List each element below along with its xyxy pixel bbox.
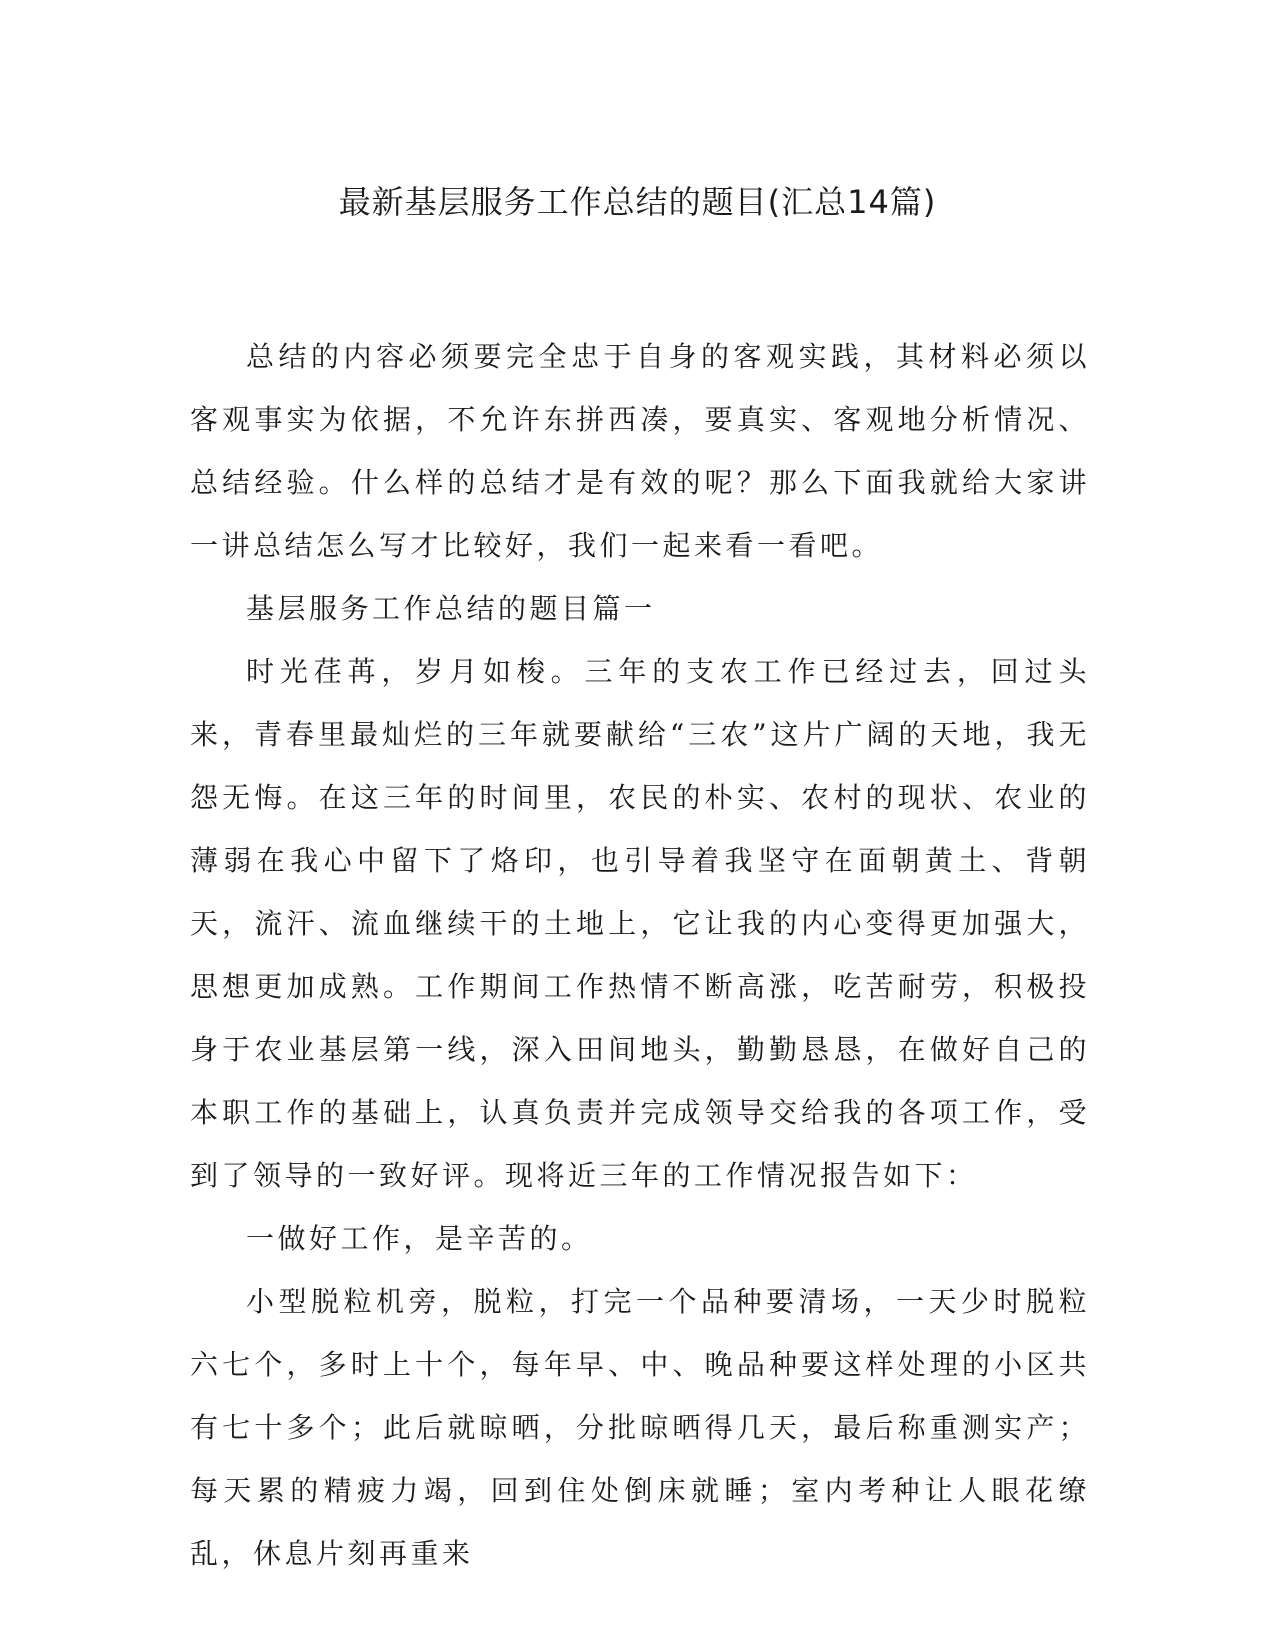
intro-paragraph: 总结的内容必须要完全忠于自身的客观实践，其材料必须以客观事实为依据，不允许东拼西凑，要真实、客观地分析情况、总结经验。什么样的总结才是有效的呢？那么下面我就给大家讲一讲总结怎么写才比较好，我们一起来看一看吧。 [190, 340, 1090, 562]
body-paragraph: 时光荏苒，岁月如梭。三年的支农工作已经过去，回过头来，青春里最灿烂的三年就要献给“三农”这片广阔的天地，我无怨无悔。在这三年的时间里，农民的朴实、农村的现状、农业的薄弱在我心中留下了烙印，也引导着我坚守在面朝黄土、背朝天，流汗、流血继续干的土地上，它让我的内心变得更加强大，思想更加成熟。工作期间工作热情不断高涨，吃苦耐劳，积极投身于农业基层第一线，深入田间地头，勤勤恳恳，在做好自己的本职工作的基础上，认真负责并完成领导交给我的各项工作，受到了领导的一致好评。现将近三年的工作情况报告如下： [190, 655, 1090, 1192]
section-heading: 基层服务工作总结的题目篇一 [246, 592, 656, 625]
body-paragraph: 小型脱粒机旁，脱粒，打完一个品种要清场，一天少时脱粒六七个，多时上十个，每年早、中、晚品种要这样处理的小区共有七十多个；此后就晾晒，分批晾晒得几天，最后称重测实产；每天累的精疲力竭，回到住处倒床就睡；室内考种让人眼花缭乱，休息片刻再重来 [190, 1285, 1090, 1570]
document-body [190, 325, 1090, 1570]
document-title: 最新基层服务工作总结的题目(汇总14篇) [338, 183, 937, 221]
subheading-paragraph: 一做好工作，是辛苦的。 [246, 1222, 593, 1255]
